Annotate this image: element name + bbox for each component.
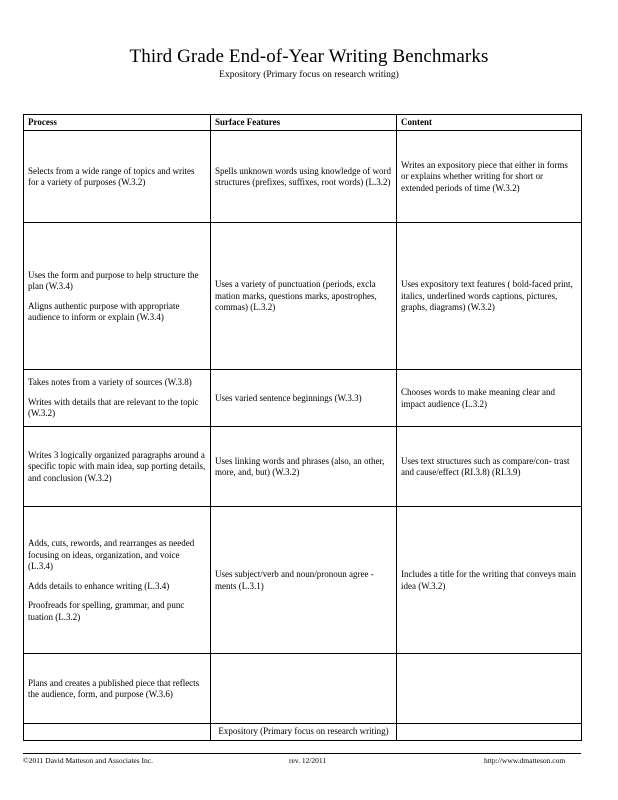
footer-divider (23, 753, 581, 754)
cell-text: Writes with details that are relevant to the topic (W.3.2) (28, 396, 199, 419)
process-cell (24, 507, 211, 654)
surface-cell (211, 370, 397, 427)
table-row (24, 370, 582, 427)
table-row (24, 223, 582, 370)
cell-text: Plans and creates a published piece that reflects the audience, form, and purpose (W.3.6) (28, 677, 200, 699)
content-cell (397, 654, 582, 724)
process-cell (24, 223, 211, 370)
table-row (24, 507, 582, 654)
header-surface-features: Surface Features (211, 115, 397, 131)
process-cell (24, 131, 211, 223)
cell-text: Uses subject/verb and noun/pronoun agree - ments (L.3.1) (215, 569, 374, 591)
header-process: Process (24, 115, 211, 131)
cell-text: Uses the form and purpose to help structure the plan (W.3.4) (28, 269, 199, 291)
surface-cell (211, 507, 397, 654)
cell-text: Uses linking words and phrases (also, an other, more, and, but) (W.3.2) (215, 455, 385, 477)
table-header-row (24, 115, 582, 131)
cell-text: Writes an expository piece that either in forms or explains whether writing for short or extended periods of time (W.3.2) (401, 159, 568, 193)
cell-text: Adds, cuts, rewords, and rearranges as needed focusing on ideas, organization, and voice (L.3.4) (28, 538, 195, 571)
process-cell (24, 427, 211, 507)
cell-text: Aligns authentic purpose with appropriate audience to inform or explain (W.3.4) (28, 300, 180, 322)
content-cell (397, 370, 582, 427)
table-footer-label: Expository (Primary focus on research writing) (211, 724, 397, 741)
surface-cell (211, 654, 397, 724)
surface-cell (211, 223, 397, 370)
header-content: Content (397, 115, 582, 131)
content-cell (397, 223, 582, 370)
cell-text: Writes 3 logically organized paragraphs around a specific topic with main idea, sup porting details, and conclusion (W.3.2) (28, 449, 206, 483)
table-row (24, 427, 582, 507)
footer-url[interactable]: http://www.dmatteson.com (484, 756, 566, 765)
page-subtitle: Expository (Primary focus on research writing) (219, 70, 399, 80)
cell-text: Uses a variety of punctuation (periods, excla mation marks, questions marks, apostrophes, commas) (L.3.2) (215, 279, 377, 313)
process-cell (24, 654, 211, 724)
cell-text: Uses varied sentence beginnings (W.3.3) (215, 392, 362, 403)
content-cell (397, 131, 582, 223)
cell-text: Adds details to enhance writing (L.3.4) (28, 580, 170, 591)
content-cell (397, 427, 582, 507)
process-cell (24, 370, 211, 427)
cell-text: Selects from a wide range of topics and writes for a variety of purposes (W.3.2) (28, 165, 195, 187)
benchmarks-table (23, 114, 582, 741)
table-row (24, 654, 582, 724)
footer-revision: rev. 12/2011 (289, 756, 327, 765)
cell-text: Spells unknown words using knowledge of word structures (prefixes, suffixes, root words) (L.3.2) (215, 165, 391, 187)
surface-cell (211, 131, 397, 223)
cell-text: Uses text structures such as compare/con- trast and cause/effect (RI.3.8) (RI.3.9) (401, 455, 570, 477)
cell-text: Uses expository text features ( bold-faced print, italics, underlined words captions, pictures, graphs, diagrams) (W.3.2) (401, 279, 573, 313)
cell-text: Proofreads for spelling, grammar, and punc tuation (L.3.2) (28, 600, 185, 622)
table-row (24, 131, 582, 223)
cell-text: Chooses words to make meaning clear and impact audience (L.3.2) (401, 387, 555, 409)
footer-copyright: ©2011 David Matteson and Associates Inc. (23, 756, 153, 765)
table-footer-row (24, 724, 582, 741)
content-cell (397, 507, 582, 654)
surface-cell (211, 427, 397, 507)
cell-text: Includes a title for the writing that conveys main idea (W.3.2) (401, 569, 576, 591)
cell-text: Takes notes from a variety of sources (W.3.8) (28, 377, 192, 388)
page-title: Third Grade End-of-Year Writing Benchmarks (129, 46, 489, 67)
